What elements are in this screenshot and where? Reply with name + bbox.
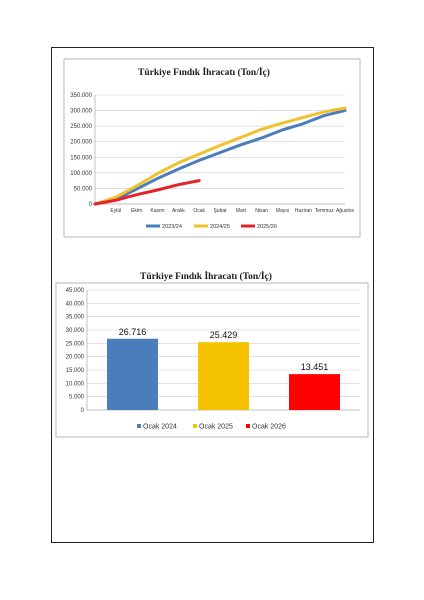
legend-swatch (193, 424, 197, 428)
y-tick-label: 10.000 (65, 381, 84, 388)
x-tick-label: Temmuz (314, 208, 334, 214)
y-tick-label: 15.000 (65, 368, 84, 374)
x-tick-label: Şubat (213, 208, 227, 214)
line-chart-title: Türkiye Fındık İhracatı (Ton/İç) (138, 68, 270, 78)
bar-chart-title: Türkiye Fındık İhracatı (Ton/İç) (140, 272, 272, 282)
x-tick-label: Haziran (294, 208, 312, 214)
x-tick-label: Eylül (110, 208, 122, 214)
y-tick-label: 100.000 (70, 170, 92, 177)
y-tick-label: 40.000 (65, 301, 84, 308)
y-tick-label: 30.000 (65, 328, 84, 334)
legend-label: 2024/25 (210, 224, 230, 230)
x-tick-label: Ekim (131, 208, 143, 214)
legend-label: Ocak 2026 (252, 423, 286, 431)
y-tick-label: 35.000 (65, 314, 84, 321)
y-tick-label: 250.000 (70, 124, 92, 131)
y-tick-label: 45.000 (65, 288, 84, 294)
bar (107, 339, 158, 410)
y-tick-label: 20.000 (65, 354, 84, 361)
legend-label: Ocak 2024 (143, 423, 177, 431)
data-label: 26.716 (118, 326, 147, 337)
y-tick-label: 50.000 (73, 186, 92, 193)
data-label: 13.451 (300, 362, 329, 373)
data-label: 25.429 (209, 330, 238, 341)
legend-label: 2025/26 (257, 224, 277, 230)
bar (289, 374, 340, 410)
x-tick-label: Mart (235, 208, 246, 214)
x-tick-label: Kasım (150, 208, 165, 214)
x-tick-label: Aralık (171, 208, 185, 214)
y-tick-label: 5.000 (68, 394, 84, 401)
legend-swatch (246, 424, 250, 428)
y-tick-label: 200.000 (70, 139, 92, 146)
y-tick-label: 0 (80, 408, 84, 414)
legend-swatch (137, 424, 141, 428)
x-tick-label: Ocak (193, 208, 206, 214)
x-tick-label: Ağustos (335, 208, 355, 214)
legend-label: 2023/24 (162, 224, 182, 230)
x-tick-label: Mayıs (275, 208, 290, 214)
y-tick-label: 350.000 (70, 93, 92, 99)
y-tick-label: 150.000 (70, 155, 92, 162)
y-tick-label: 300.000 (70, 108, 92, 115)
y-tick-label: 25.000 (65, 341, 84, 348)
bar (198, 342, 249, 410)
y-tick-label: 0 (88, 202, 92, 208)
x-tick-label: Nisan (255, 208, 269, 214)
legend-label: Ocak 2025 (199, 423, 233, 431)
